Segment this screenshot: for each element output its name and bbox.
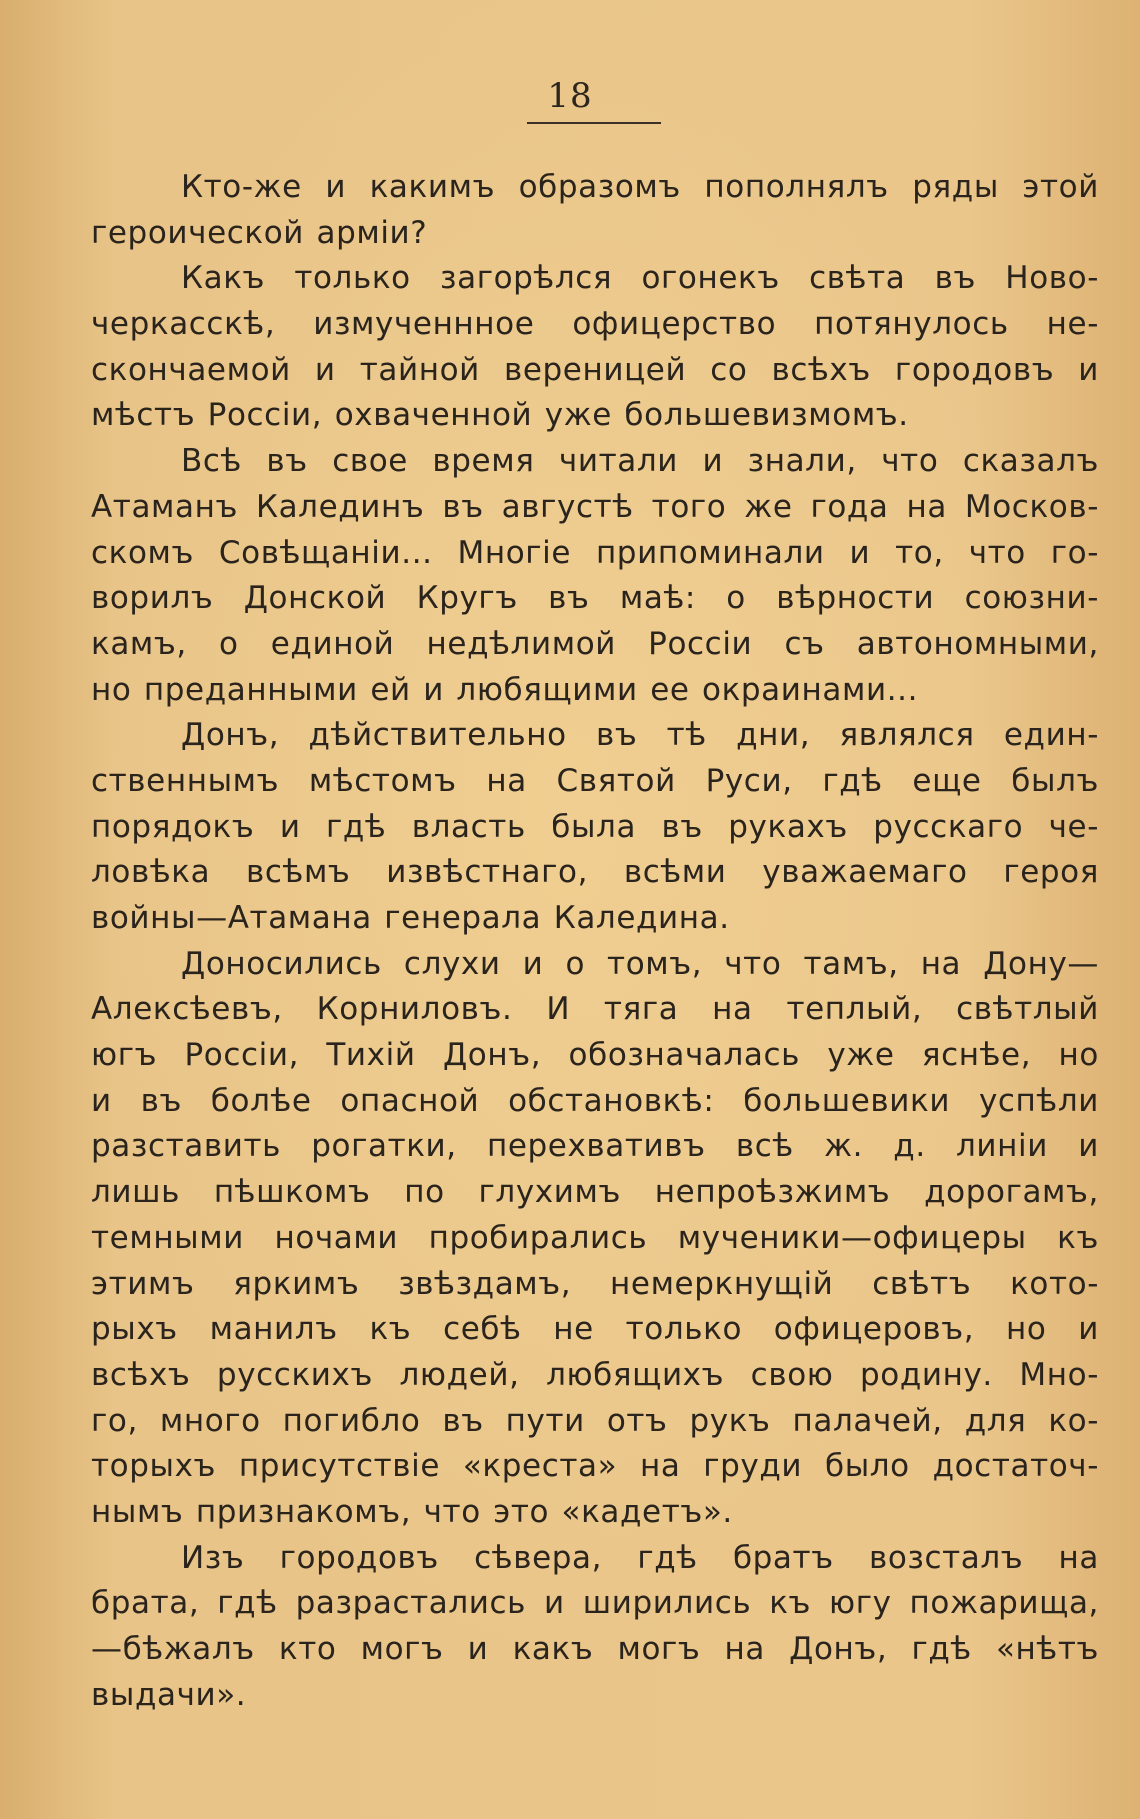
text-line: этимъ яркимъ звѣздамъ, немеркнущій свѣтъ кото- [91,1265,1099,1302]
text-line: разставить рогатки, перехвативъ всѣ ж. д. линіи и [91,1128,1099,1165]
text-line: брата, гдѣ разрастались и ширились къ югу пожарища, [91,1585,1099,1622]
text-line: Доносились слухи и о томъ, что тамъ, на Дону— [181,945,1099,982]
paragraph-5 [91,942,1099,1536]
text-line: но преданными ей и любящими ее окраинами... [91,671,919,708]
text-line: мѣстъ Россіи, охваченной уже большевизмомъ. [91,397,909,434]
text-line: темными ночами пробирались мученики—офицеры къ [91,1219,1099,1256]
text-line: всѣхъ русскихъ людей, любящихъ свою родину. Мно- [91,1356,1099,1393]
text-line: Кто-же и какимъ образомъ пополнялъ ряды этой [181,169,1099,205]
body-text [91,165,1099,1718]
text-line: выдачи». [91,1676,247,1713]
text-line: войны—Атамана генерала Каледина. [91,900,730,936]
page-header [0,76,1140,116]
text-line: Какъ только загорѣлся огонекъ свѣта въ Ново- [181,260,1099,297]
paragraph-3 [91,439,1099,713]
text-line: го, много погибло въ пути отъ рукъ палачей, для ко- [91,1402,1099,1439]
text-line: черкасскѣ, измученнное офицерство потянулось не- [91,306,1099,343]
text-line: скомъ Совѣщаніи... Многіе припоминали и то, что го- [91,534,1099,571]
text-line: ственнымъ мѣстомъ на Святой Руси, гдѣ еще былъ [91,762,1099,799]
text-line: нымъ признакомъ, что это «кадетъ». [91,1493,733,1530]
text-line: лишь пѣшкомъ по глухимъ непроѣзжимъ дорогамъ, [91,1174,1099,1211]
text-line: героической арміи? [91,214,428,251]
text-line: —бѣжалъ кто могъ и какъ могъ на Донъ, гдѣ «нѣтъ [91,1631,1099,1667]
text-line: рыхъ манилъ къ себѣ не только офицеровъ, но и [91,1311,1099,1348]
text-line: Изъ городовъ сѣвера, гдѣ братъ возсталъ на [181,1539,1099,1576]
text-line: Донъ, дѣйствительно въ тѣ дни, являлся един- [181,717,1099,754]
text-line: торыхъ присутствіе «креста» на груди было достаточ- [91,1448,1099,1485]
text-line: Алексѣевъ, Корниловъ. И тяга на теплый, свѣтлый [91,991,1099,1028]
text-line: порядокъ и гдѣ власть была въ рукахъ русскаго че- [91,808,1099,845]
text-line: югъ Россіи, Тихій Донъ, обозначалась уже яснѣе, но [91,1037,1099,1074]
paragraph-1 [91,165,1099,256]
header-rule [527,122,661,124]
paragraph-6 [91,1536,1099,1719]
text-line: и въ болѣе опасной обстановкѣ: большевики успѣли [91,1082,1099,1119]
text-line: Атаманъ Калединъ въ августѣ того же года на Москов- [91,488,1099,525]
paragraph-2 [91,256,1099,439]
text-line: скончаемой и тайной вереницей со всѣхъ городовъ и [91,351,1099,388]
paragraph-4 [91,713,1099,941]
page-number: 18 [547,76,593,116]
text-line: Всѣ въ свое время читали и знали, что сказалъ [181,443,1099,480]
text-line: ворилъ Донской Кругъ въ маѣ: о вѣрности союзни- [91,580,1099,617]
text-line: ловѣка всѣмъ извѣстнаго, всѣми уважаемаго героя [91,854,1099,891]
text-line: камъ, о единой недѣлимой Россіи съ автономными, [91,625,1099,662]
